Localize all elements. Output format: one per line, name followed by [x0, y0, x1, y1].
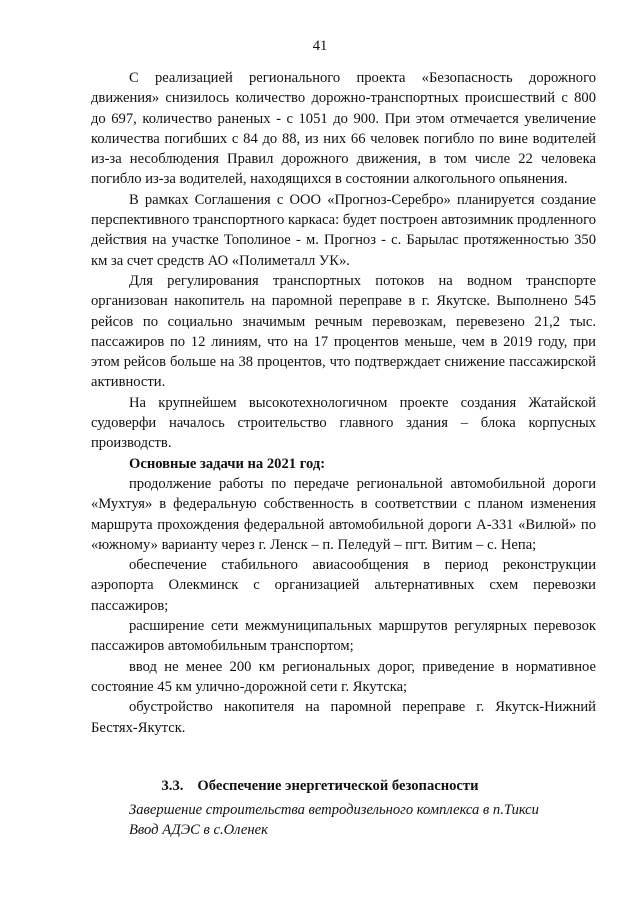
paragraph: В рамках Соглашения с ООО «Прогноз-Серебро» планируется создание перспективного транспортного каркаса: будет построен автозимник продленного действия на участке Тополиное - м. Прогноз - с. Барылас протяженностью 350 км за счет средств АО «Полиметалл УК».	[91, 191, 596, 269]
section-title: Обеспечение энергетической безопасности	[197, 778, 479, 794]
section-number: 3.3.	[161, 778, 184, 794]
section-heading	[0, 776, 640, 796]
task-item: расширение сети межмуниципальных маршрутов регулярных перевозок пассажиров автомобильным транспортом;	[91, 618, 596, 655]
paragraph: Для регулирования транспортных потоков на водном транспорте организован накопитель на паромной переправе в г. Якутске. Выполнено 545 рейсов по социально значимым речным перевозкам, перевезено 21,2 тыс. пассажиров по 12 линиям, что на 17 процентов меньше, чем в 2019 году, при этом рейсов больше на 38 процентов, что подтверждает снижение пассажирской активности.	[91, 272, 596, 391]
tasks-heading: Основные задачи на 2021 год:	[129, 455, 326, 472]
italic-line: Завершение строительства ветродизельного комплекса в п.Тикси	[129, 802, 539, 818]
italic-lines	[129, 800, 599, 841]
page-number: 41	[312, 38, 328, 54]
task-item: ввод не менее 200 км региональных дорог, приведение в нормативное состояние 45 км улично-дорожной сети г. Якутска;	[91, 658, 596, 695]
document-body	[91, 68, 596, 738]
italic-line: Ввод АДЭС в с.Оленек	[129, 822, 268, 839]
task-item: обеспечение стабильного авиасообщения в период реконструкции аэропорта Олекминск с организацией альтернативных схем перевозки пассажиров;	[91, 557, 596, 614]
paragraph: С реализацией регионального проекта «Безопасность дорожного движения» снизилось количество дорожно-транспортных происшествий с 800 до 697, количество раненых - с 1051 до 900. При этом отмечается увеличение количества погибших с 84 до 88, из них 66 человек погибло по вине водителей из-за несоблюдения Правил дорожного движения, в том числе 22 человека погибло из-за водителей, находящихся в состоянии алкогольного опьянения.	[91, 70, 596, 188]
task-item: продолжение работы по передаче региональной автомобильной дороги «Мухтуя» в федеральную собственность в соответствии с планом изменения маршрута прохождения федеральной автомобильной дороги А-331 «Вилюй» по «южному» варианту через г. Ленск – п. Пеледуй – пгт. Витим – с. Непа;	[91, 475, 596, 553]
paragraph: На крупнейшем высокотехнологичном проекте создания Жатайской судоверфи началось строительство главного здания – блока корпусных производств.	[91, 394, 596, 452]
task-item: обустройство накопителя на паромной переправе г. Якутск-Нижний Бестях-Якутск.	[91, 699, 596, 736]
